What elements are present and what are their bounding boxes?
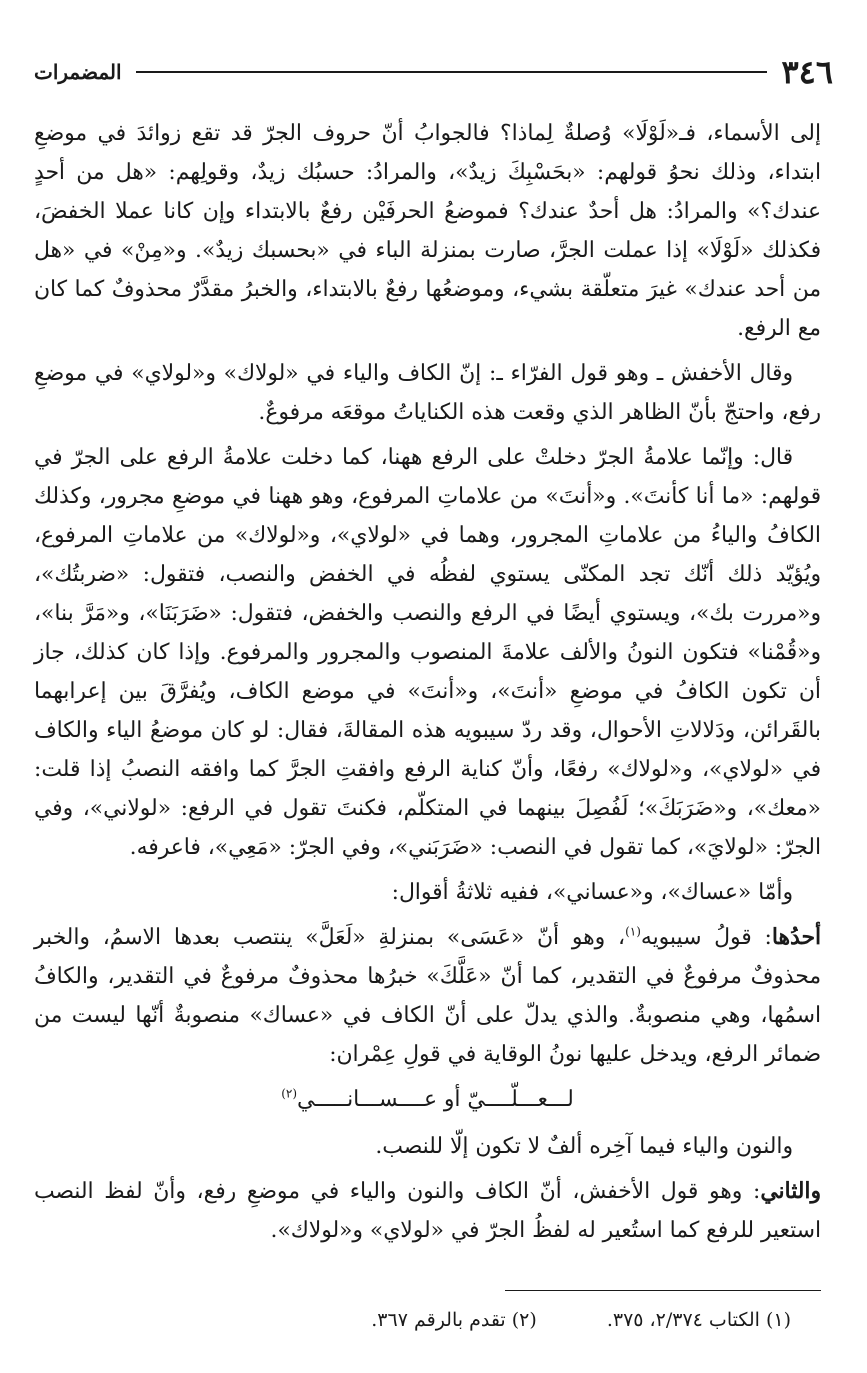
paragraph-4: وأمّا «عساك»، و«عساني»، ففيه ثلاثةُ أقوال: xyxy=(391,880,793,905)
header-rule xyxy=(136,71,768,73)
footnotes xyxy=(91,1305,791,1335)
paragraph-1: إلى الأسماء، فـ«لَوْلَا» وُصلةٌ لِماذا؟ فالجوابُ أنّ حروف الجرّ قد تقع زوائدَ في موضعِ ابتداء، وذلك نحوُ قولهم: «بحَسْبِكَ زيدٌ»، والمرادُ: حسبُك زيدٌ، وقولِهم: «هل من أحدٍ عندك؟» والمرادُ: هل أحدٌ عندك؟ فموضعُ الحرفَيْن رفعٌ بالابتداء وإن كانا عملا الخفضَ، فكذلك «لَوْلَا» إذا عملت الجرَّ، صارت بمنزلة الباء في «بحسبك زيدٌ». و«مِنْ» في «هل من أحد عندك» غيرَ متعلّقة بشيء، وموضعُها رفعٌ بالابتداء، والخبرُ مقدَّرٌ محذوفٌ كما كان مع الرفع. xyxy=(34,121,821,341)
page-header xyxy=(34,52,833,92)
paragraph-7 xyxy=(34,1172,821,1250)
verse-text: لـــعـــلّــــيّ أو عــــســـانـــــي xyxy=(297,1087,574,1112)
verse-line xyxy=(34,1080,821,1119)
paragraph-2: وقال الأخفش ـ وهو قول الفرّاء ـ: إنّ الكاف والياء في «لولاك» و«لولاي» في موضعِ رفع، واحتجّ بأنّ الظاهر الذي وقعت هذه الكناياتُ موقعَه مرفوعٌ. xyxy=(34,361,821,425)
paragraph-5-part-b: ، وهو أنّ «عَسَى» بمنزلةِ «لَعَلَّ» ينتصب بعدها الاسمُ، والخبر محذوفٌ مرفوعٌ في التقدير، كما أنّ «عَلَّكَ» خبرُها محذوفٌ مرفوعٌ في التقدير، والكافُ اسمُها، وهي منصوبةٌ. والذي يدلّ على أنّ الكاف في «عساك» منصوبةٌ أنّها ليست من ضمائر الرفع، ويدخل عليها نونُ الوقاية في قولِ عِمْران: xyxy=(34,925,821,1067)
second-opinion-label: والثاني xyxy=(760,1179,821,1204)
paragraph-5 xyxy=(34,918,821,1074)
footnote-ref-1: (١) xyxy=(625,924,641,939)
running-title: المضمرات xyxy=(34,60,122,84)
page-number: ٣٤٦ xyxy=(781,53,833,91)
first-opinion-label: أحدُها xyxy=(771,925,821,950)
footnote-rule xyxy=(505,1290,821,1291)
paragraph-5-part-a: : قولُ سيبويه xyxy=(640,925,772,950)
main-text xyxy=(34,114,821,1256)
footnote-1: (١) الكتاب ٢/٣٧٤، ٣٧٥. xyxy=(606,1309,791,1331)
paragraph-3: قال: وإنّما علامةُ الجرّ دخلتْ على الرفع ههنا، كما دخلت علامةُ الرفع على الجرّ في قولهم: «ما أنا كأنتَ». و«أنتَ» من علاماتِ المرفوع، وهو ههنا في موضعِ مجرور، وكذلك الكافُ والياءُ من علاماتِ المجرور، وهما في «لولاي»، و«لولاك» من علاماتِ المرفوع، ويُؤيّد ذلك أنّك تجد المكنّى يستوي لفظُه في الخفض والنصب، فتقول: «ضربتُك»، و«مررت بك»، ويستوي أيضًا في الرفع والنصب والخفض، فتقول: «ضَرَبَنَا»، و«مَرَّ بنا»، و«قُمْنا» فتكون النونُ والألف علامةَ المنصوب والمجرور والمرفوع. وإذا كان كذلك، جاز أن تكون الكافُ في موضعِ «أنتَ»، و«أنتَ» في موضع الكاف، ويُفرَّقَ بين إعرابهما بالقَرائن، ودَلالاتِ الأحوال، وقد ردّ سيبويه هذه المقالةَ، فقال: لو كان موضعُ الياء والكاف في «لولاي»، و«لولاك» رفعًا، وأنّ كناية الرفع وافقتِ الجرَّ كما وافقه النصبُ إذا قلت: «معك»، و«ضَرَبَكَ»؛ لَفُصِلَ بينهما في المتكلّم، فكنتَ تقول في الرفع: «لولاني»، وفي الجرّ: «لولايَ»، كما تقول في النصب: «ضَرَبَني»، وفي الجرّ: «مَعِي»، فاعرفه. xyxy=(34,445,821,860)
footnote-ref-2: (٢) xyxy=(281,1086,298,1101)
paragraph-6: والنون والياء فيما آخِره ألفٌ لا تكون إلّا للنصب. xyxy=(375,1134,793,1159)
paragraph-7-text: : وهو قول الأخفش، أنّ الكاف والنون والياء في موضعِ رفع، وأنّ لفظ النصب استعير للرفع كما استُعير له لفظُ الجرّ في «لولاي» و«لولاك». xyxy=(34,1179,821,1243)
footnote-2: (٢) تقدم بالرقم ٣٦٧. xyxy=(371,1309,537,1331)
